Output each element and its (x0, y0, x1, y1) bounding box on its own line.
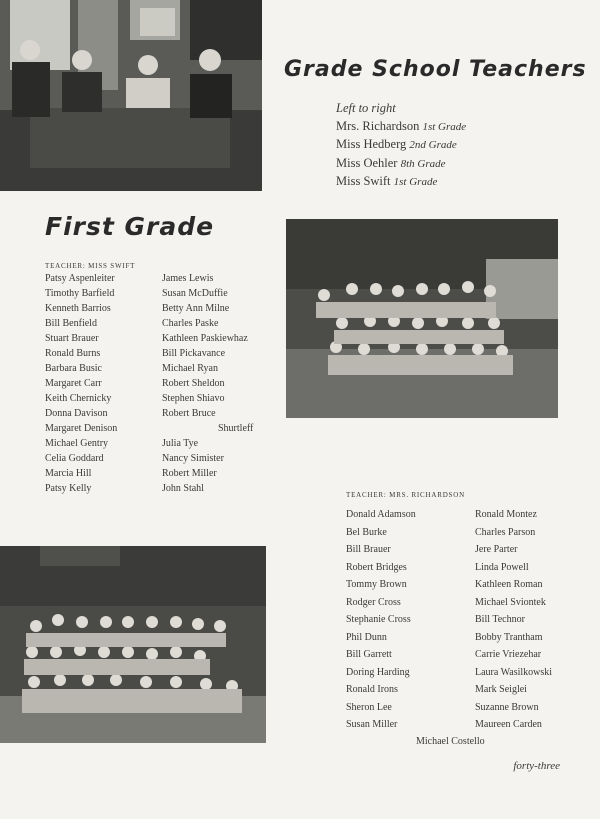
student-name: Robert Sheldon (162, 378, 225, 389)
student-name: Doring Harding (346, 666, 410, 678)
student-name: Michael Sviontek (475, 596, 546, 608)
student-name: Celia Goddard (45, 453, 104, 464)
student-name: Ronald Burns (45, 348, 101, 359)
student-name: Stephen Shiavo (162, 393, 225, 404)
student-name: Linda Powell (475, 561, 529, 573)
student-name: Julia Tye (162, 438, 199, 449)
student-name: Bobby Trantham (475, 631, 543, 643)
first-grade-title: First Grade (45, 212, 215, 241)
student-name: Mark Seiglei (475, 684, 527, 695)
student-name: Margaret Denison (45, 423, 118, 434)
page-number: forty-three (513, 760, 560, 772)
student-name: Robert Bridges (346, 561, 407, 573)
student-name: Robert Bruce (162, 408, 216, 419)
student-name: Stuart Brauer (45, 333, 99, 344)
student-name: Bill Brauer (346, 544, 391, 555)
student-name: Carrie Vriezehar (475, 649, 542, 660)
student-name: Jere Parter (475, 544, 518, 555)
student-name: Barbara Busic (45, 363, 102, 374)
student-name: Nancy Simister (162, 453, 224, 464)
student-name: Phil Dunn (346, 631, 387, 643)
swift-column-1 (45, 271, 117, 496)
student-name: James Lewis (162, 273, 214, 284)
student-name: Marcia Hill (45, 468, 92, 479)
student-name: Charles Parson (475, 526, 536, 538)
swift-column-2 (162, 271, 253, 496)
teachers-caption (336, 100, 466, 192)
student-name: Bill Technor (475, 614, 525, 625)
student-name: Robert Miller (162, 468, 217, 479)
student-name: Bill Benfield (45, 318, 97, 329)
teacher-line: Mrs. Richardson 1st Grade (336, 118, 467, 133)
student-name: Maureen Carden (475, 719, 542, 730)
student-name: Patsy Kelly (45, 483, 92, 494)
student-name: Sheron Lee (346, 701, 392, 713)
student-name: Keith Chernicky (45, 393, 112, 404)
student-name: John Stahl (162, 483, 204, 494)
student-name: Michael Gentry (45, 438, 109, 449)
student-name: Kenneth Barrios (45, 303, 111, 314)
teacher-line: Miss Hedberg 2nd Grade (336, 137, 457, 151)
student-name: Tommy Brown (346, 579, 407, 590)
richardson-class-photo (0, 546, 266, 743)
student-name: Bel Burke (346, 526, 387, 538)
student-name: Bill Garrett (346, 649, 392, 660)
student-name: Patsy Aspenleiter (45, 273, 115, 284)
student-name: Ronald Montez (475, 509, 537, 520)
student-name: Laura Wasilkowski (475, 666, 553, 678)
student-name: Timothy Barfield (45, 288, 115, 299)
swift-class-photo (286, 219, 558, 418)
teacher-line: Miss Oehler 8th Grade (336, 155, 446, 170)
richardson-column-1 (346, 506, 416, 734)
student-name: Kathleen Paskiewhaz (162, 333, 248, 344)
student-name: Donald Adamson (346, 509, 416, 520)
student-name: Margaret Carr (45, 378, 102, 389)
student-name: Betty Ann Milne (162, 303, 230, 314)
centered-last-name: Michael Costello (416, 736, 485, 747)
student-name: Susan McDuffie (162, 288, 228, 299)
student-name: Kathleen Roman (475, 579, 543, 590)
teachers-photo (0, 0, 262, 191)
wrapped-surname: Shurtleff (218, 423, 254, 434)
student-name: Suzanne Brown (475, 701, 539, 713)
student-name: Rodger Cross (346, 596, 401, 608)
teacher-line: Miss Swift 1st Grade (336, 174, 438, 188)
left-to-right-label: Left to right (336, 101, 396, 115)
student-name: Donna Davison (45, 408, 108, 419)
richardson-column-2 (475, 506, 552, 734)
student-name: Susan Miller (346, 719, 398, 730)
student-name: Stephanie Cross (346, 614, 411, 625)
richardson-teacher-label: TEACHER: MRS. RICHARDSON (346, 491, 465, 499)
student-name: Bill Pickavance (162, 348, 226, 359)
swift-teacher-label: TEACHER: MISS SWIFT (45, 262, 136, 270)
student-name: Charles Paske (162, 318, 219, 329)
teachers-section-title: Grade School Teachers (284, 57, 587, 82)
student-name: Ronald Irons (346, 684, 398, 695)
student-name: Michael Ryan (162, 363, 218, 374)
